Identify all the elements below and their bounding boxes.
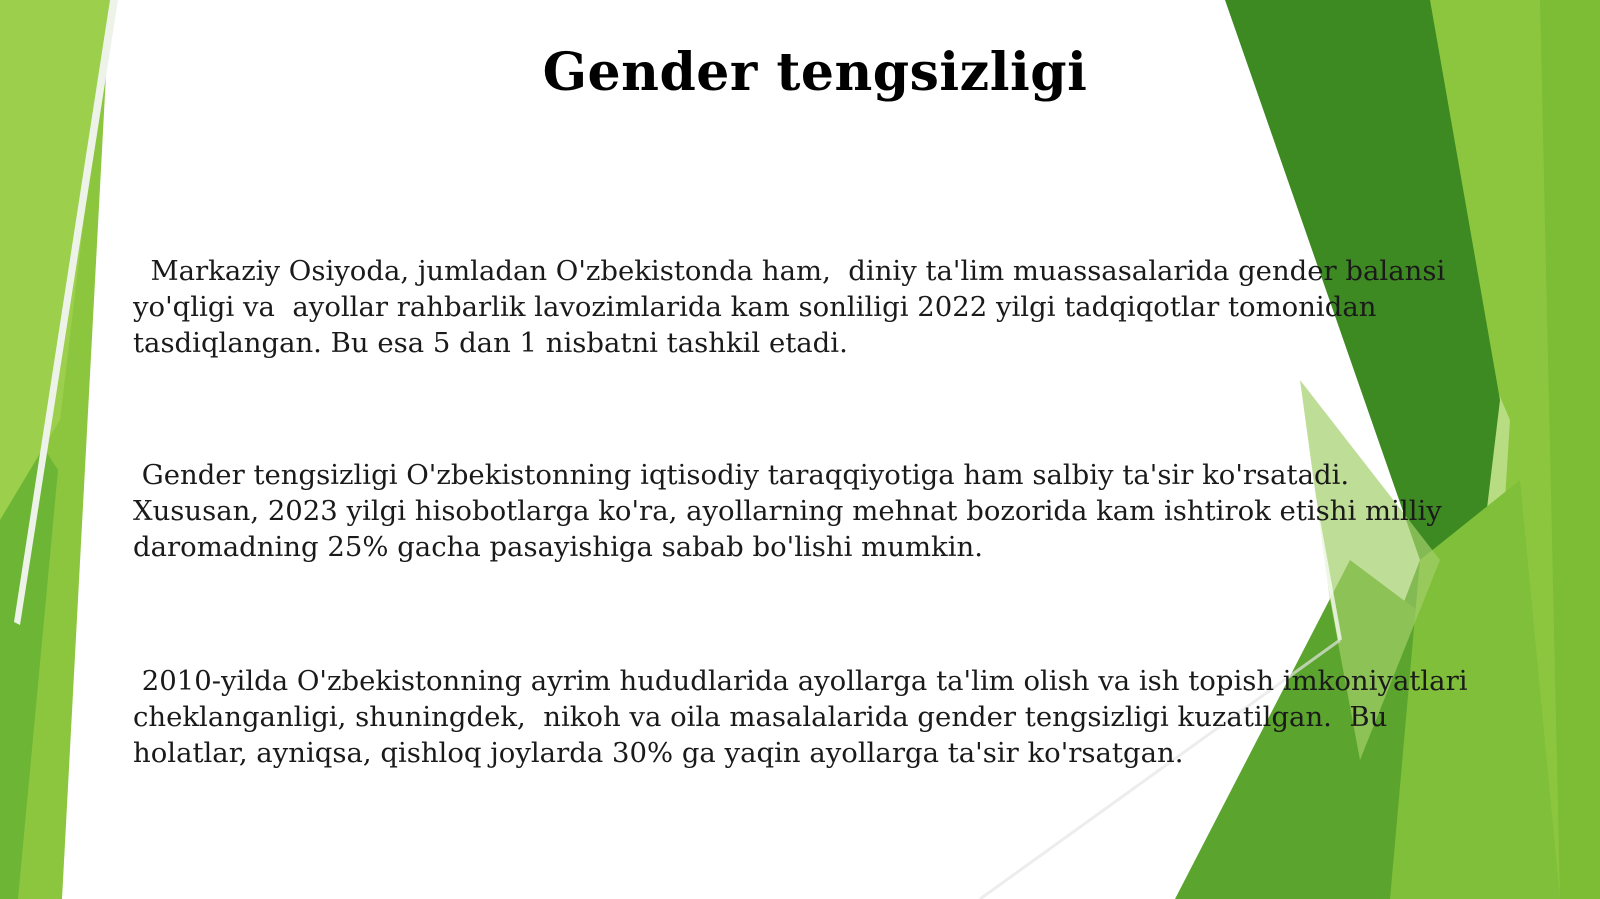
paragraph-line: cheklanganligi, shuningdek, nikoh va oila masalalarida gender tengsizligi kuzatilgan. Bu <box>133 701 1388 733</box>
slide-title: Gender tengsizligi <box>542 42 1088 103</box>
paragraph-line: Xususan, 2023 yilgi hisobotlarga ko'ra, ayollarning mehnat bozorida kam ishtirok etishi milliy <box>133 495 1442 527</box>
paragraph-line: Gender tengsizligi O'zbekistonning iqtisodiy taraqqiyotiga ham salbiy ta'sir ko'rsatadi. <box>133 459 1350 491</box>
paragraph-1 <box>133 253 1445 361</box>
paragraph-line: Markaziy Osiyoda, jumladan O'zbekistonda ham, diniy ta'lim muassasalarida gender balansi <box>133 255 1446 287</box>
paragraph-2 <box>133 457 1442 565</box>
paragraph-line: yo'qligi va ayollar rahbarlik lavozimlarida kam sonliligi 2022 yilgi tadqiqotlar tomonidan <box>133 291 1377 323</box>
paragraph-3 <box>133 663 1468 771</box>
paragraph-line: holatlar, ayniqsa, qishloq joylarda 30% ga yaqin ayollarga ta'sir ko'rsatgan. <box>133 737 1184 769</box>
paragraph-line: daromadning 25% gacha pasayishiga sabab bo'lishi mumkin. <box>133 531 983 563</box>
paragraph-line: tasdiqlangan. Bu esa 5 dan 1 nisbatni tashkil etadi. <box>133 327 848 359</box>
paragraph-line: 2010-yilda O'zbekistonning ayrim hududlarida ayollarga ta'lim olish va ish topish imkoniyatlari <box>133 665 1468 697</box>
